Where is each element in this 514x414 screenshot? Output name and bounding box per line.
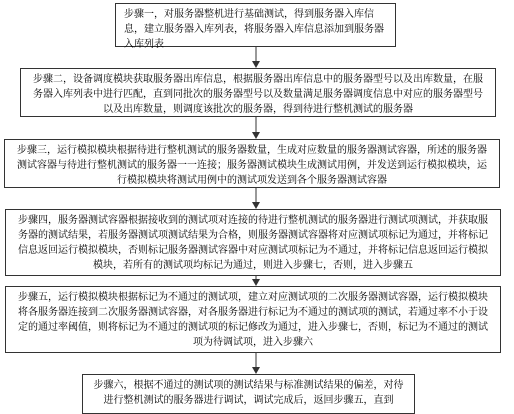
step-3-box — [4, 139, 500, 188]
step-1-text: 步骤一，对服务器整机进行基础测试，得到服务器入库信息，建立服务器入库列表，将服务器入库信息添加到服务器入库列表 — [124, 9, 384, 50]
step-1-box — [115, 3, 396, 50]
step-5-box — [5, 286, 501, 353]
step-2-text: 步骤二，设备调度模块获取服务器出库信息，根据服务器出库信息中的服务器型号以及出库数量，在服务器入库列表中进行匹配，直到同批次的服务器型号以及数量满足服务器调度信息中对应的服务器型号以及出库数量，则调度该批次的服务器，得到待进行整机测试的服务器 — [33, 74, 483, 115]
step-4-text: 步骤四，服务器测试容器根据接收到的测试项对连接的待进行整机测试的服务器进行测试项测试，并获取服务器的测试结果，若服务器测试项测试结果为合格，则服务器测试容器将对应测试项标记为通过，并将标记信息返回运行模拟模块，否则标记服务器测试容器中对应测试项标记为不通过，并将标记信息返回运行模拟模块，若所有的测试项均标记为通过，则进入步骤七，否则，进入步骤五 — [18, 215, 488, 271]
step-6-text: 步骤六，根据不通过的测试项的测试结果与标准测试结果的偏差，对待进行整机测试的服务器进行调试，调试完成后，返回步骤五，直到 — [93, 380, 404, 406]
step-4-box — [5, 209, 501, 276]
step-2-box — [20, 68, 496, 117]
step-5-text: 步骤五，运行模拟模块根据标记为不通过的测试项，建立对应测试项的二次服务器测试容器，运行模拟模块将各服务器连接到二次服务器测试容器，对各服务器进行标记为不通过的测试项的测试，若通过率不小于设定的通过率阈值，则将标记为不通过的测试项的标记修改为通过，进入步骤七，否则，标记为不通过的测试项为待调试项，进入步骤六 — [18, 292, 488, 348]
step-3-text: 步骤三，运行模拟模块根据待进行整机测试的服务器数量，生成对应数量的服务器测试容器，所述的服务器测试容器与待进行整机测试的服务器一一连接；服务器测试模块生成测试用例，并发送到运行模拟模块，运行模拟模块将测试用例中的测试项发送到各个服务器测试容器 — [17, 145, 487, 186]
step-6-box — [82, 374, 415, 414]
